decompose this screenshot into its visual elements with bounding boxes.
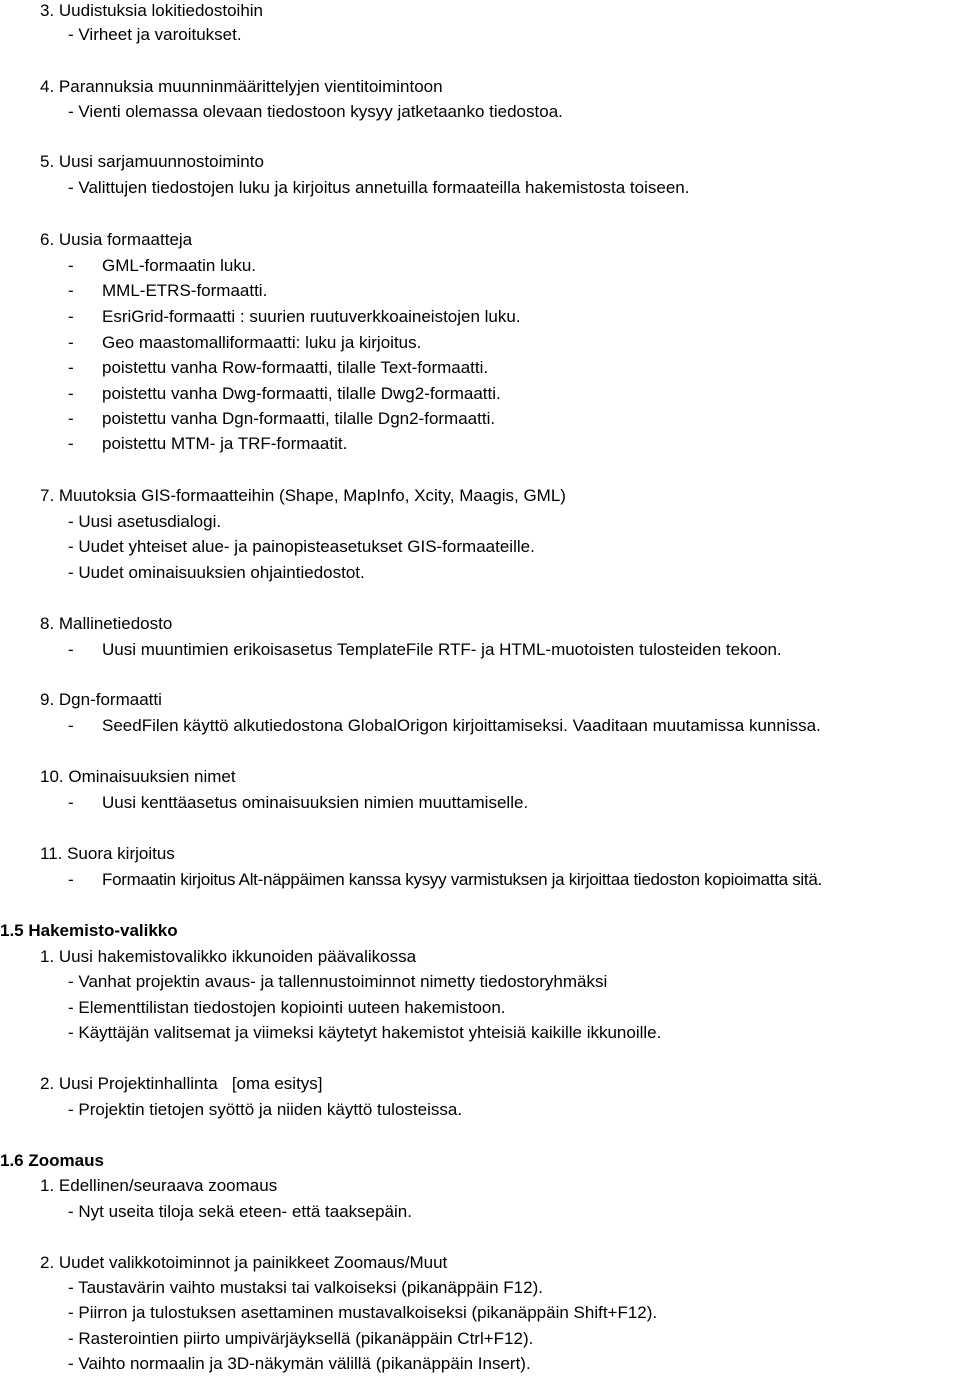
item-6-dash-6: -: [68, 384, 74, 403]
item-6-bullet-6: poistettu vanha Dwg-formaatti, tilalle Dwg2-formaatti.: [102, 384, 501, 403]
section-1-6-item-2-sub-4: - Vaihto normaalin ja 3D-näkymän välillä (pikanäppäin Insert).: [68, 1354, 531, 1373]
item-9-dash-1: -: [68, 716, 74, 735]
item-11-bullet-1: Formaatin kirjoitus Alt-näppäimen kanssa kysyy varmistuksen ja kirjoittaa tiedoston kopioimatta sitä.: [102, 870, 822, 889]
item-6-bullet-5: poistettu vanha Row-formaatti, tilalle Text-formaatti.: [102, 358, 489, 377]
item-10-heading: 10. Ominaisuuksien nimet: [40, 767, 236, 786]
item-6-dash-7: -: [68, 409, 74, 428]
section-1-5-item-2-sub-1: - Projektin tietojen syöttö ja niiden käyttö tulosteissa.: [68, 1100, 463, 1119]
item-11-dash-1: -: [68, 870, 74, 889]
item-4-heading: 4. Parannuksia muunninmäärittelyjen vientitoimintoon: [40, 77, 443, 96]
item-10-bullet-1: Uusi kenttäasetus ominaisuuksien nimien muuttamiselle.: [102, 793, 529, 812]
item-9-bullet-1: SeedFilen käyttö alkutiedostona GlobalOrigon kirjoittamiseksi. Vaaditaan muutamissa kunnissa.: [102, 716, 821, 735]
section-1-6-item-2-sub-2: - Piirron ja tulostuksen asettaminen mustavalkoiseksi (pikanäppäin Shift+F12).: [68, 1303, 658, 1322]
item-7-sub-3: - Uudet ominaisuuksien ohjaintiedostot.: [68, 563, 365, 582]
item-9-heading: 9. Dgn-formaatti: [40, 690, 162, 709]
item-6-bullet-7: poistettu vanha Dgn-formaatti, tilalle Dgn2-formaatti.: [102, 409, 496, 428]
section-1-5-item-1-sub-2: - Elementtilistan tiedostojen kopiointi uuteen hakemistoon.: [68, 998, 506, 1017]
item-6-dash-3: -: [68, 307, 74, 326]
section-1-5-item-2: 2. Uusi Projektinhallinta [oma esitys]: [40, 1074, 323, 1093]
section-1-6-item-1-sub-1: - Nyt useita tiloja sekä eteen- että taaksepäin.: [68, 1202, 412, 1221]
section-1-6-heading: 1.6 Zoomaus: [0, 1151, 104, 1170]
section-1-5-heading: 1.5 Hakemisto-valikko: [0, 921, 178, 940]
item-11-heading: 11. Suora kirjoitus: [40, 844, 175, 863]
item-6-bullet-4: Geo maastomalliformaatti: luku ja kirjoitus.: [102, 333, 422, 352]
section-1-5-item-1: 1. Uusi hakemistovalikko ikkunoiden päävalikossa: [40, 947, 417, 966]
section-1-5-item-1-sub-1: - Vanhat projektin avaus- ja tallennustoiminnot nimetty tiedostoryhmäksi: [68, 972, 608, 991]
item-7-heading: 7. Muutoksia GIS-formaatteihin (Shape, MapInfo, Xcity, Maagis, GML): [40, 486, 566, 505]
item-3-heading: 3. Uudistuksia lokitiedostoihin: [40, 1, 264, 20]
item-6-heading: 6. Uusia formaatteja: [40, 230, 193, 249]
item-6-dash-1: -: [68, 256, 74, 275]
item-7-sub-2: - Uudet yhteiset alue- ja painopisteasetukset GIS-formaateille.: [68, 537, 535, 556]
item-6-dash-5: -: [68, 358, 74, 377]
item-6-dash-8: -: [68, 434, 74, 453]
item-6-dash-2: -: [68, 281, 74, 300]
item-3-sub: - Virheet ja varoitukset.: [68, 25, 242, 44]
item-4-sub: - Vienti olemassa olevaan tiedostoon kysyy jatketaanko tiedostoa.: [68, 102, 563, 121]
item-5-sub: - Valittujen tiedostojen luku ja kirjoitus annetuilla formaateilla hakemistosta toiseen.: [68, 178, 690, 197]
section-1-6-item-2: 2. Uudet valikkotoiminnot ja painikkeet Zoomaus/Muut: [40, 1253, 448, 1272]
item-8-bullet-1: Uusi muuntimien erikoisasetus TemplateFile RTF- ja HTML-muotoisten tulosteiden tekoon.: [102, 640, 782, 659]
item-6-bullet-3: EsriGrid-formaatti : suurien ruutuverkkoaineistojen luku.: [102, 307, 521, 326]
section-1-5-item-1-sub-3: - Käyttäjän valitsemat ja viimeksi käytetyt hakemistot yhteisiä kaikille ikkunoille.: [68, 1023, 662, 1042]
item-6-bullet-2: MML-ETRS-formaatti.: [102, 281, 268, 300]
item-8-heading: 8. Mallinetiedosto: [40, 614, 173, 633]
item-6-dash-4: -: [68, 333, 74, 352]
section-1-6-item-1: 1. Edellinen/seuraava zoomaus: [40, 1176, 278, 1195]
item-7-sub-1: - Uusi asetusdialogi.: [68, 512, 222, 531]
item-6-bullet-1: GML-formaatin luku.: [102, 256, 256, 275]
item-10-dash-1: -: [68, 793, 74, 812]
item-8-dash-1: -: [68, 640, 74, 659]
section-1-6-item-2-sub-1: - Taustavärin vaihto mustaksi tai valkoiseksi (pikanäppäin F12).: [68, 1278, 543, 1297]
item-6-bullet-8: poistettu MTM- ja TRF-formaatit.: [102, 434, 348, 453]
item-5-heading: 5. Uusi sarjamuunnostoiminto: [40, 152, 264, 171]
section-1-6-item-2-sub-3: - Rasterointien piirto umpivärjäyksellä (pikanäppäin Ctrl+F12).: [68, 1329, 534, 1348]
